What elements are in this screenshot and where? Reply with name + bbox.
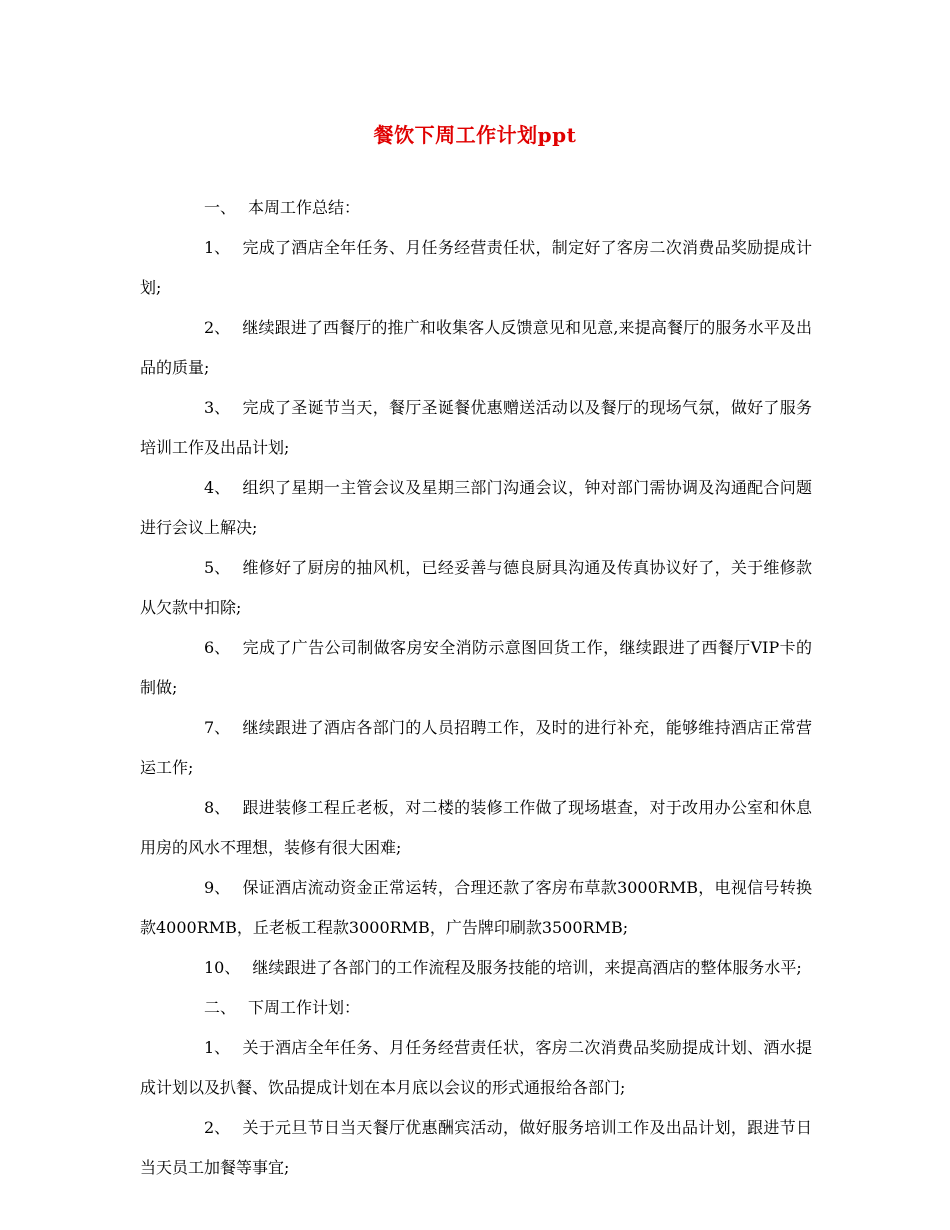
paragraph-number: 4、: [204, 478, 231, 497]
paragraph-text: 跟进装修工程丘老板，对二楼的装修工作做了现场堪查，对于改用办公室和休息用房的风水不理想，装修有很大困难;: [140, 798, 812, 857]
paragraph-number: 2、: [204, 318, 231, 337]
paragraph: [140, 1108, 812, 1188]
paragraph: [140, 708, 812, 788]
paragraph-number: 7、: [204, 718, 231, 737]
paragraph-number: 1、: [204, 238, 231, 257]
paragraph: [140, 868, 812, 948]
document-title: 餐饮下周工作计划ppt: [373, 123, 577, 147]
paragraph-number: 1、: [204, 1038, 231, 1057]
paragraph-number: 9、: [204, 878, 231, 897]
paragraph: [140, 1028, 812, 1108]
paragraph-number: 10、: [204, 958, 241, 977]
paragraph-text: 组织了星期一主管会议及星期三部门沟通会议，钟对部门需协调及沟通配合问题进行会议上解决;: [140, 478, 812, 537]
paragraph-text: 保证酒店流动资金正常运转，合理还款了客房布草款3000RMB，电视信号转换款4000RMB，丘老板工程款3000RMB，广告牌印刷款3500RMB;: [140, 878, 812, 937]
paragraph-text: 继续跟进了西餐厅的推广和收集客人反馈意见和见意,来提高餐厅的服务水平及出品的质量;: [140, 318, 812, 377]
paragraph: [140, 468, 812, 548]
paragraph-text: 关于元旦节日当天餐厅优惠酬宾活动，做好服务培训工作及出品计划，跟进节日当天员工加餐等事宜;: [140, 1118, 812, 1177]
paragraph-text: 完成了圣诞节当天，餐厅圣诞餐优惠赠送活动以及餐厅的现场气氛，做好了服务培训工作及出品计划;: [140, 398, 812, 457]
paragraph-text: 完成了广告公司制做客房安全消防示意图回货工作，继续跟进了西餐厅VIP卡的制做;: [140, 638, 812, 697]
paragraph-text: 本周工作总结：: [248, 198, 361, 217]
paragraph-number: 二、: [204, 998, 237, 1017]
paragraph-number: 2、: [204, 1118, 231, 1137]
paragraph-number: 一、: [204, 198, 237, 217]
paragraph-text: 关于酒店全年任务、月任务经营责任状，客房二次消费品奖励提成计划、酒水提成计划以及扒餐、饮品提成计划在本月底以会议的形式通报给各部门;: [140, 1038, 812, 1097]
paragraph: [140, 388, 812, 468]
paragraph-number: 3、: [204, 398, 231, 417]
paragraph-text: 下周工作计划：: [248, 998, 361, 1017]
paragraph: [140, 308, 812, 388]
paragraph: [140, 948, 812, 988]
paragraph: [140, 628, 812, 708]
paragraph-text: 完成了酒店全年任务、月任务经营责任状，制定好了客房二次消费品奖励提成计划;: [140, 238, 812, 297]
document-body: [140, 188, 812, 1188]
paragraph: [140, 548, 812, 628]
paragraph-text: 维修好了厨房的抽风机，已经妥善与德良厨具沟通及传真协议好了，关于维修款从欠款中扣除;: [140, 558, 812, 617]
paragraph-number: 5、: [204, 558, 231, 577]
paragraph-text: 继续跟进了各部门的工作流程及服务技能的培训，来提高酒店的整体服务水平;: [252, 958, 802, 977]
section-heading-summary: [140, 188, 812, 228]
paragraph: [140, 228, 812, 308]
paragraph-number: 8、: [204, 798, 231, 817]
paragraph: [140, 788, 812, 868]
section-heading-plan: [140, 988, 812, 1028]
paragraph-text: 继续跟进了酒店各部门的人员招聘工作，及时的进行补充，能够维持酒店正常营运工作;: [140, 718, 812, 777]
paragraph-number: 6、: [204, 638, 231, 657]
